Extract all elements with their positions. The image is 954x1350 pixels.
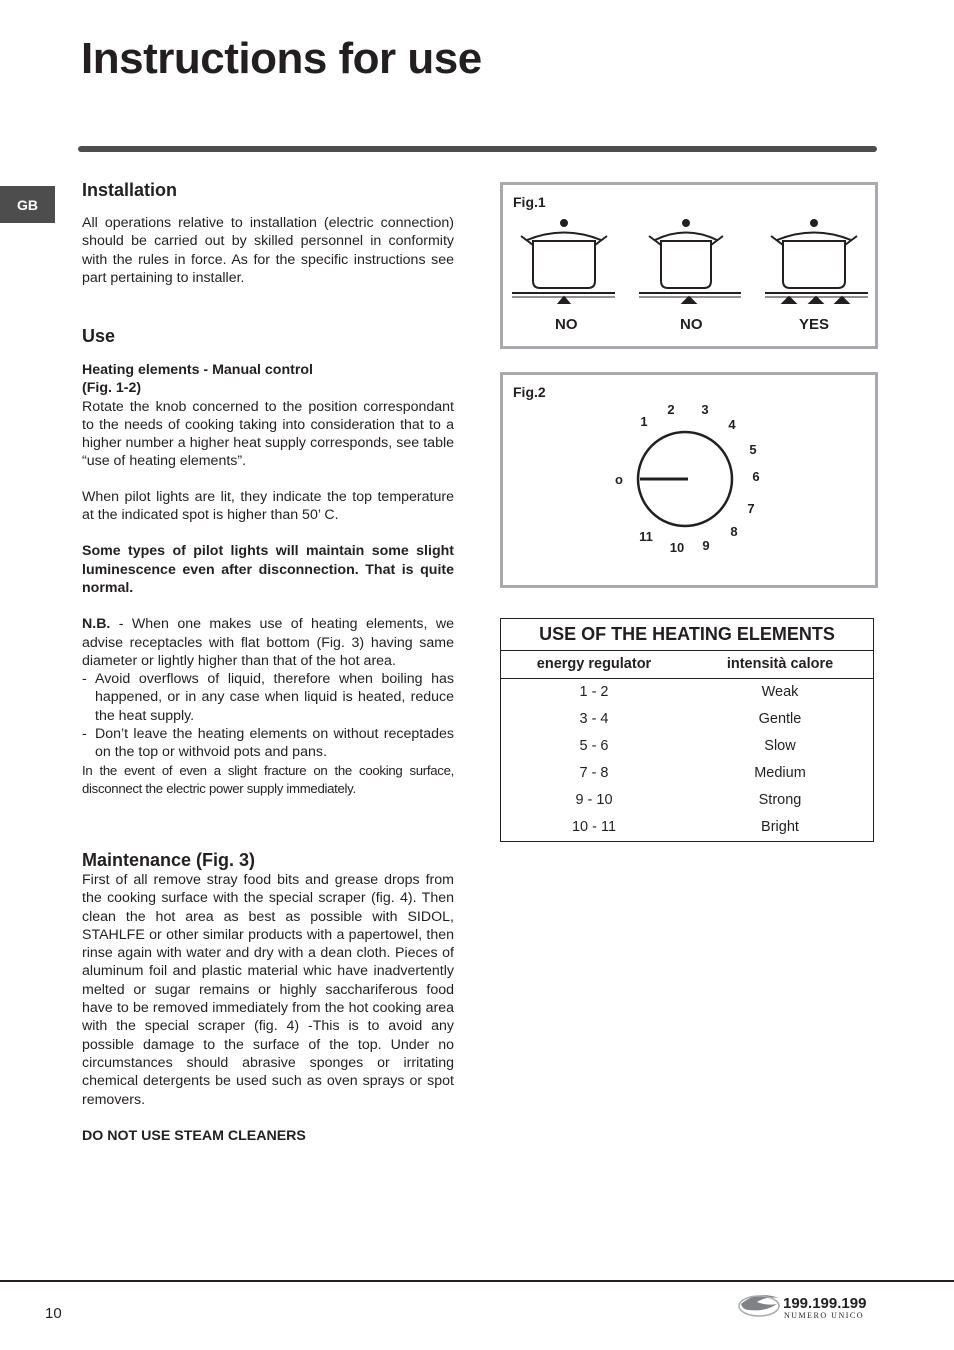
nb-text: - When one makes use of heating elements, we advise receptacles with flat bottom (Fig. 3) having same diameter or lightly higher than that of the hot area. — [82, 616, 454, 669]
use-paragraph-pilot: When pilot lights are lit, they indicate the top temperature at the indicated spot is higher than 50’ C. — [82, 488, 454, 524]
figure-1 — [500, 182, 878, 349]
table-header-intensity: intensità calore — [726, 656, 834, 672]
service-logo — [737, 1288, 873, 1327]
use-paragraph-luminescence: Some types of pilot lights will maintain some slight luminescence even after disconnection. That is quite normal. — [82, 543, 454, 596]
knob-dial — [503, 375, 875, 585]
pot-icon — [639, 220, 741, 303]
table-row: 9 - 10 Strong — [575, 792, 802, 808]
language-tab: GB — [0, 186, 55, 223]
dial-mark-5: 5 — [749, 442, 757, 457]
maintenance-section — [82, 871, 454, 1145]
logo-caption: NUMERO UNICO — [784, 1311, 864, 1320]
phone-icon — [737, 1288, 873, 1322]
dial-mark-1: 1 — [640, 414, 648, 429]
table-divider — [501, 678, 873, 679]
maintenance-text: First of all remove stray food bits and grease drops from the cooking surface with the special scraper (fig. 4). Then clean the hot area as best as possible with SIDOL, STAHLFE or other similar products with a papertowel, then rinse again with water and dry with a dean cloth. Pieces of aluminum foil and plastic material whic have inadvertently melted or sugar remains or highly sacchariferous food have to be removed immediately from the hot cooking area with the special scraper (fig. 4) -This is to avoid any possible damage to the surface of the top. Under no circumstances should abrasive sponges or irritating chemical detergents be used such as oven sprays or spot removers. — [82, 872, 454, 1108]
dial-mark-9: 9 — [702, 538, 710, 553]
page-number: 10 — [45, 1305, 62, 1322]
dial-mark-11: 11 — [639, 529, 653, 544]
table-row: 7 - 8 Medium — [579, 765, 806, 781]
header-divider — [78, 146, 877, 152]
use-subheading: Heating elements - Manual control — [82, 362, 313, 378]
use-subheading-figref: (Fig. 1-2) — [82, 380, 142, 397]
use-paragraph-fracture: In the event of even a slight fracture on the cooking surface, disconnect the electric power supply immediately. — [82, 762, 454, 796]
pot-icon — [765, 220, 868, 303]
steam-warning: DO NOT USE STEAM CLEANERS — [82, 1127, 306, 1144]
installation-heading: Installation — [82, 180, 178, 200]
dial-mark-4: 4 — [728, 417, 736, 432]
bullet-text: Don’t leave the heating elements on without receptades on the top or withvoid pots and pans. — [95, 726, 454, 761]
table-row: 10 - 11 Bright — [571, 819, 799, 835]
bullet-text: Avoid overflows of liquid, therefore when boiling has happened, or in any case when liquid is heated, reduce the heat supply. — [95, 671, 454, 724]
table-divider — [501, 650, 873, 651]
table-title: USE OF THE HEATING ELEMENTS — [539, 624, 835, 644]
dial-mark-6: 6 — [752, 469, 760, 484]
figure-2-label: Fig.2 — [513, 384, 546, 400]
installation-section — [82, 214, 454, 287]
dial-mark-8: 8 — [730, 524, 738, 539]
figure-2 — [500, 372, 878, 588]
table-row: 3 - 4 Gentle — [579, 711, 802, 727]
pot-icon — [512, 220, 615, 303]
dial-mark-2: 2 — [667, 402, 675, 417]
installation-text: All operations relative to installation (electric connection) should be carried out by skilled personnel in conformity with the rules in force. As for the specific instructions see part pertaining to installer. — [82, 215, 454, 286]
dial-mark-10: 10 — [669, 540, 685, 555]
bullet-item: - Avoid overflows of liquid, therefore when boiling has happened, or in any case when liquid is heated, reduce the heat supply. — [82, 671, 454, 724]
figure-1-label: Fig.1 — [513, 194, 546, 210]
dial-mark-7: 7 — [747, 501, 755, 516]
table-row: 1 - 2 Weak — [579, 684, 799, 700]
page-title: Instructions for use — [81, 34, 482, 83]
pot-label-3: YES — [799, 316, 830, 333]
use-section — [82, 361, 454, 798]
table-header-regulator: energy regulator — [536, 656, 652, 672]
bullet-item: - Don’t leave the heating elements on without receptades on the top or withvoid pots and pans. — [82, 726, 454, 761]
pot-label-2: NO — [680, 316, 703, 333]
use-paragraph-nb — [82, 615, 454, 670]
use-paragraph-knob: Rotate the knob concerned to the position correspondant to the needs of cooking taking into consideration that to a higher number a higher heat supply corresponds, see table “use of heating elements”. — [82, 398, 454, 470]
pot-label-1: NO — [555, 316, 578, 333]
footer-divider — [0, 1280, 954, 1282]
table-row: 5 - 6 Slow — [579, 738, 796, 754]
dial-mark-3: 3 — [701, 402, 709, 417]
nb-label: N.B. — [82, 616, 111, 633]
dial-mark-0: o — [615, 472, 623, 487]
maintenance-heading: Maintenance (Fig. 3) — [82, 850, 256, 870]
heating-elements-table — [500, 618, 874, 842]
logo-number: 199.199.199 — [783, 1295, 867, 1312]
use-heading: Use — [82, 326, 116, 346]
